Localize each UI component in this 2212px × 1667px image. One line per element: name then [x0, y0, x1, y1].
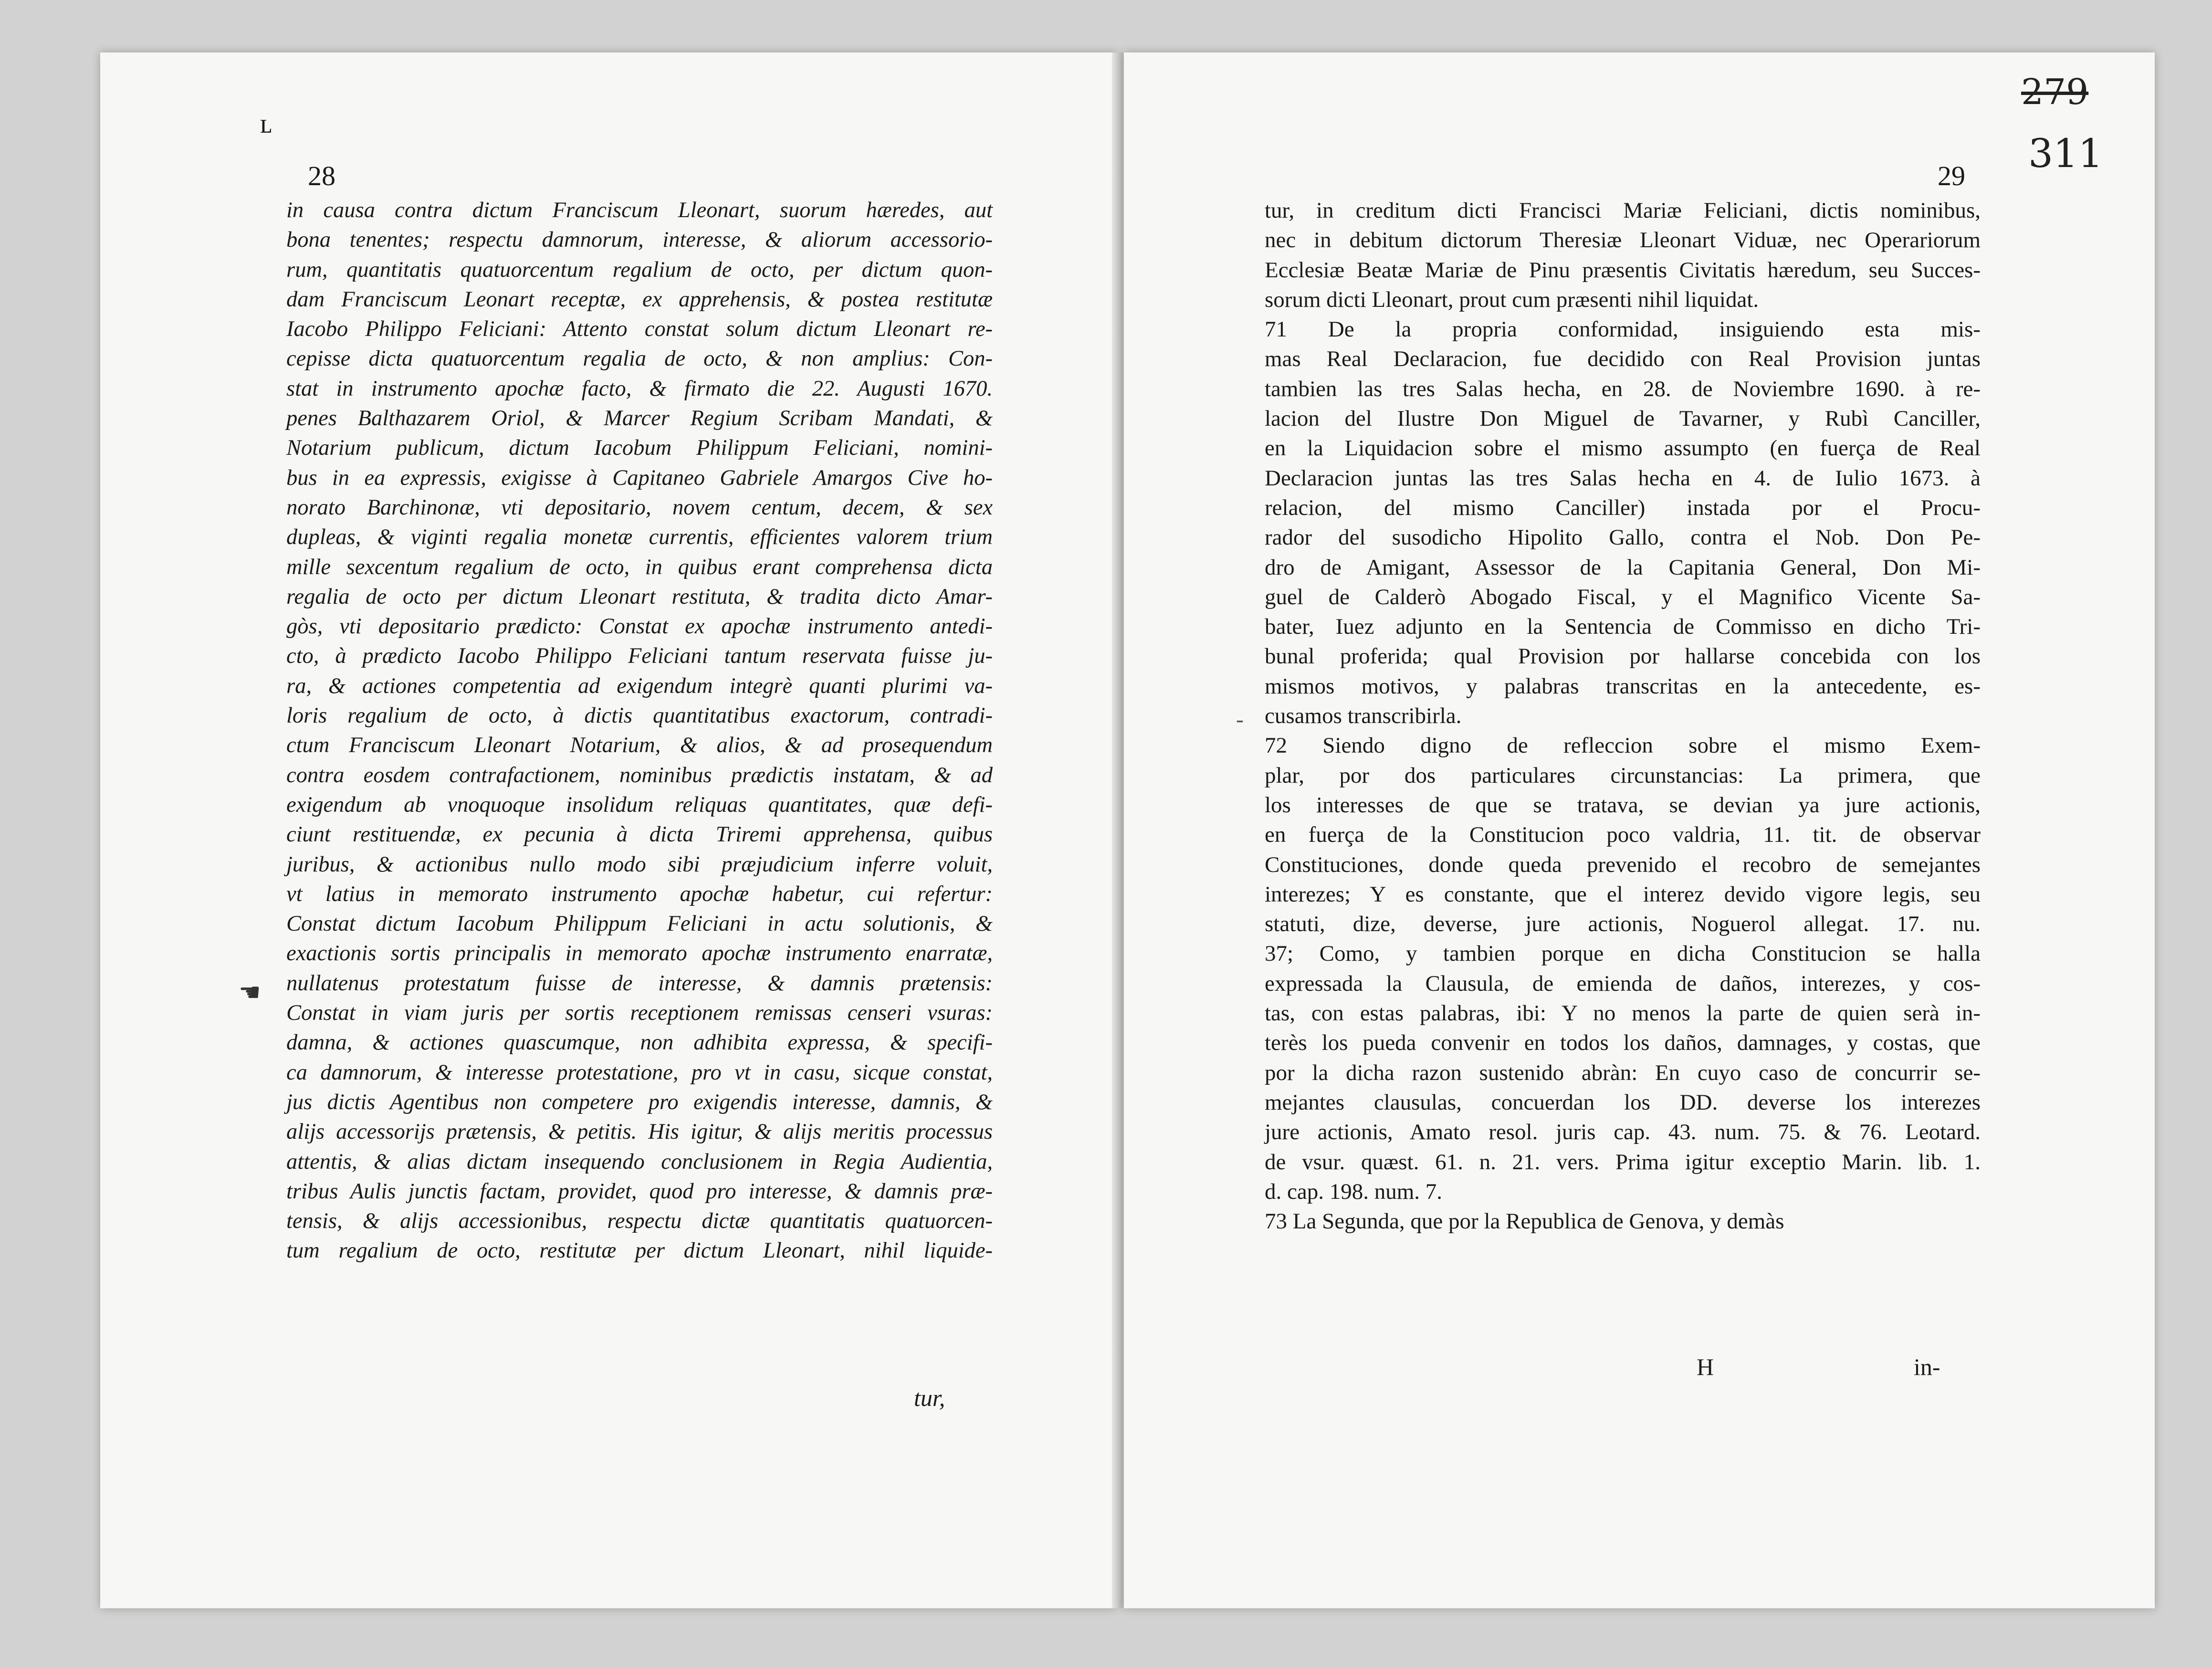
text-line: lacion del Ilustre Don Miguel de Tavarner, y Rubì Canciller, — [1265, 406, 1981, 431]
text-line: penes Balthazarem Oriol, & Marcer Regium Scribam Mandati, & — [286, 406, 993, 431]
text-line: los interesses de que se tratava, se devian ya jure actionis, — [1265, 792, 1981, 818]
text-line: Iacobo Philippo Feliciani: Attento constat solum dictum Lleonart re- — [286, 317, 993, 342]
text-line: tribus Aulis junctis factam, providet, quod pro interesse, & damnis præ- — [286, 1179, 993, 1204]
text-line: Notarium publicum, dictum Iacobum Philippum Feliciani, nomini- — [286, 436, 993, 461]
text-line: plar, por dos particulares circunstancias: La primera, que — [1265, 763, 1981, 788]
text-line: damna, & actiones quascumque, non adhibita expressa, & specifi- — [286, 1030, 993, 1055]
left-page-number: 28 — [308, 160, 335, 191]
text-line: ciunt restituendæ, ex pecunia à dicta Triremi apprehensa, quibus — [286, 822, 993, 847]
text-line: relacion, del mismo Canciller) instada por el Procu- — [1265, 495, 1981, 520]
right-page-number: 29 — [1938, 160, 1965, 191]
right-page-body-text — [1265, 196, 1981, 1236]
text-line: dro de Amigant, Assessor de la Capitania General, Don Mi- — [1265, 555, 1981, 580]
text-line: jure actionis, Amato resol. juris cap. 43. num. 75. & 76. Leotard. — [1265, 1120, 1981, 1145]
text-line: bunal proferida; qual Provision por hallarse concebida con los — [1265, 644, 1981, 669]
text-line: rador del susodicho Hipolito Gallo, contra el Nob. Don Pe- — [1265, 525, 1981, 550]
text-line: jus dictis Agentibus non competere pro exigendis interesse, damnis, & — [286, 1090, 993, 1114]
text-line: bus in ea expressis, exigisse à Capitaneo Gabriele Amargos Cive ho- — [286, 465, 993, 490]
left-corner-mark: ʟ — [260, 108, 272, 139]
text-line: alijs accessorijs prætensis, & petitis. His igitur, & alijs meritis processus — [286, 1120, 993, 1144]
text-line: nec in debitum dictorum Theresiæ Lleonart Viduæ, nec Operariorum — [1265, 228, 1981, 253]
text-line: ca damnorum, & interesse protestatione, pro vt in casu, sicque constat, — [286, 1060, 993, 1085]
text-line: guel de Calderò Abogado Fiscal, y el Magnifico Vicente Sa- — [1265, 584, 1981, 609]
text-line: statuti, dize, deverse, jure actionis, Noguerol allegat. 17. nu. — [1265, 912, 1981, 937]
text-line: mas Real Declaracion, fue decidido con Real Provision juntas — [1265, 346, 1981, 372]
text-line: juribus, & actionibus nullo modo sibi præjudicium inferre voluit, — [286, 852, 993, 877]
margin-dash-mark: - — [1236, 707, 1244, 732]
text-line: regalia de octo per dictum Lleonart restituta, & tradita dicto Amar- — [286, 584, 993, 609]
text-line: dam Franciscum Leonart receptæ, ex apprehensis, & postea restitutæ — [286, 287, 993, 312]
text-line: loris regalium de octo, à dictis quantitatibus exactorum, contradi- — [286, 703, 993, 728]
text-line: ctum Franciscum Lleonart Notarium, & alios, & ad prosequendum — [286, 733, 993, 758]
signature-mark: H — [1697, 1353, 1714, 1380]
text-line: stat in instrumento apochæ facto, & firmato die 22. Augusti 1670. — [286, 376, 993, 401]
text-line: tas, con estas palabras, ibi: Y no menos la parte de quien serà in- — [1265, 1001, 1981, 1026]
text-line: nullatenus protestatum fuisse de interesse, & damnis prætensis: — [286, 971, 993, 996]
text-line: Declaracion juntas las tres Salas hecha en 4. de Iulio 1673. à — [1265, 465, 1981, 491]
right-catchword: in- — [1914, 1353, 1940, 1380]
archive-number: 311 — [2028, 131, 2103, 177]
text-line: vt latius in memorato instrumento apochæ habetur, cui refertur: — [286, 881, 993, 906]
text-line: sorum dicti Lleonart, prout cum præsenti nihil liquidat. — [1265, 287, 1759, 312]
text-line: interezes; Y es constante, que el interez devido vigore legis, seu — [1265, 881, 1981, 907]
text-line: tambien las tres Salas hecha, en 28. de Noviembre 1690. à re- — [1265, 376, 1981, 401]
text-line: cusamos transcribirla. — [1265, 703, 1462, 729]
text-line: bona tenentes; respectu damnorum, interesse, & aliorum accessorio- — [286, 228, 993, 252]
text-line: tensis, & alijs accessionibus, respectu dictæ quantitatis quatuorcen- — [286, 1209, 993, 1234]
text-line: expressada la Clausula, de emienda de daños, interezes, y cos- — [1265, 971, 1981, 996]
text-line: tur, in creditum dicti Francisci Mariæ Feliciani, dictis nominibus, — [1265, 198, 1981, 223]
text-line: attentis, & alias dictam insequendo conclusionem in Regia Audientia, — [286, 1149, 993, 1174]
text-line: mille sexcentum regalium de octo, in quibus erant comprehensa dicta — [286, 555, 993, 579]
text-line: tum regalium de octo, restitutæ per dictum Lleonart, nihil liquide- — [286, 1238, 993, 1263]
text-line: 73 La Segunda, que por la Republica de Genova, y demàs — [1265, 1209, 1784, 1234]
pointing-hand-icon: ☚ — [239, 979, 261, 1006]
text-line: dupleas, & viginti regalia monetæ currentis, efficientes valorem trium — [286, 525, 993, 550]
text-line: rum, quantitatis quatuorcentum regalium de octo, per dictum quon- — [286, 257, 993, 282]
left-catchword: tur, — [914, 1384, 945, 1411]
text-line: Constat in viam juris per sortis receptionem remissas censeri vsuras: — [286, 1001, 993, 1026]
text-line: cto, à prædicto Iacobo Philippo Feliciani tantum reservata fuisse ju- — [286, 644, 993, 669]
text-line: en fuerça de la Constitucion poco valdria, 11. tit. de observar — [1265, 822, 1981, 848]
text-line: in causa contra dictum Franciscum Lleonart, suorum hæredes, aut — [286, 198, 993, 222]
text-line: exactionis sortis principalis in memorato apochæ instrumento enarratæ, — [286, 941, 993, 966]
text-line: 71 De la propria conformidad, insiguiendo esta mis- — [1265, 317, 1981, 342]
text-line: terès los pueda convenir en todos los daños, damnages, y costas, que — [1265, 1030, 1981, 1056]
text-line: 37; Como, y tambien porque en dicha Constitucion se halla — [1265, 941, 1981, 966]
text-line: en la Liquidacion sobre el mismo assumpto (en fuerça de Real — [1265, 436, 1981, 461]
text-line: d. cap. 198. num. 7. — [1265, 1179, 1443, 1204]
text-line: cepisse dicta quatuorcentum regalia de octo, & non amplius: Con- — [286, 346, 993, 371]
text-line: mejantes clausulas, concuerdan los DD. deverse los interezes — [1265, 1090, 1981, 1115]
text-line: Constat dictum Iacobum Philippum Feliciani in actu solutionis, & — [286, 912, 993, 936]
text-line: contra eosdem contrafactionem, nominibus prædictis instatam, & ad — [286, 763, 993, 787]
text-line: ra, & actiones competentia ad exigendum integrè quanti plurimi va- — [286, 673, 993, 698]
text-line: Ecclesiæ Beatæ Mariæ de Pinu præsentis Civitatis hæredum, seu Succes- — [1265, 257, 1981, 283]
text-line: Constituciones, donde queda prevenido el recobro de semejantes — [1265, 852, 1981, 877]
text-line: por la dicha razon sustenido abràn: En cuyo caso de concurrir se- — [1265, 1060, 1981, 1085]
archive-number-old: 279 — [2021, 72, 2089, 113]
left-page-body-text — [286, 196, 993, 1266]
text-line: gòs, vti depositario prædicto: Constat ex apochæ instrumento antedi- — [286, 614, 993, 639]
text-line: norato Barchinonæ, vti depositario, novem centum, decem, & sex — [286, 495, 993, 520]
text-line: 72 Siendo digno de refleccion sobre el mismo Exem- — [1265, 733, 1981, 758]
text-line: bater, Iuez adjunto en la Sentencia de Commisso en dicho Tri- — [1265, 614, 1981, 640]
text-line: mismos motivos, y palabras transcritas en la antecedente, es- — [1265, 673, 1981, 699]
text-line: de vsur. quæst. 61. n. 21. vers. Prima igitur exceptio Marin. lib. 1. — [1265, 1149, 1981, 1174]
text-line: exigendum ab vnoquoque insolidum reliquas quantitates, quæ defi- — [286, 792, 993, 817]
